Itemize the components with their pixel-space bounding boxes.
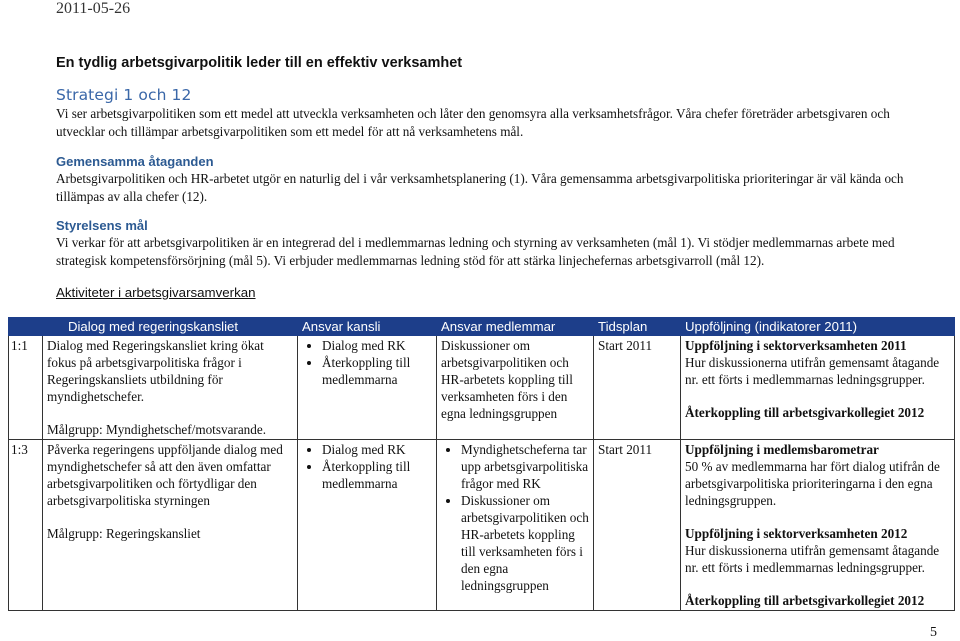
uppf-heading: Uppföljning i medlemsbarometrar	[685, 442, 879, 457]
document-date: 2011-05-26	[56, 0, 131, 17]
uppfoljning-cell	[681, 440, 955, 611]
list-item: • Dialog med RK	[322, 337, 432, 354]
kansli-list	[302, 337, 432, 388]
tidsplan-cell: Start 2011	[594, 336, 681, 440]
row-number: 1:3	[9, 440, 43, 611]
styrelsen-text: Vi verkar för att arbetsgivarpolitiken är en integrerad del i medlemmarnas ledning och styrning av verksamheten (mål 1). Vi stödjer medlemmarnas arbete med strategisk kompetensförsörjning (mål 5). Vi erbjuder medlemmarnas ledning stöd för att stärka linjechefernas arbetsgivarroll (mål 12).	[56, 235, 895, 268]
list-item: • Dialog med RK	[322, 441, 432, 458]
dialog-text: Påverka regeringens uppföljande dialog med myndighetschefer så att den även omfattar arbetsgivarpolitiken och förtydligar den arbetsgivarpolitiska styrningen	[47, 442, 283, 508]
row-number: 1:1	[9, 336, 43, 440]
header-ansvar-kansli: Ansvar kansli	[298, 318, 437, 336]
header-ansvar-medlemmar: Ansvar medlemmar	[437, 318, 594, 336]
list-item: • Återkoppling till medlemmarna	[322, 354, 432, 388]
page-number: 5	[930, 625, 937, 640]
uppfoljning-cell	[681, 336, 955, 440]
kansli-cell	[298, 336, 437, 440]
aktiviteter-heading: Aktiviteter i arbetsgivarsamverkan	[56, 285, 256, 300]
uppf-heading: Uppföljning i sektorverksamheten 2012	[685, 526, 908, 541]
page-title: En tydlig arbetsgivarpolitik leder till en effektiv verksamhet	[56, 55, 463, 71]
styrelsen-heading: Styrelsens mål	[56, 218, 148, 233]
medlemmar-cell	[437, 440, 594, 611]
dialog-cell	[43, 336, 298, 440]
uppf-text: Hur diskussionerna utifrån gemensamt åtagande nr. ett förts i medlemmarnas ledningsgrupper.	[685, 543, 940, 575]
list-item: • Myndighetscheferna tar upp arbetsgivarpolitiska frågor med RK	[461, 441, 589, 492]
kansli-list	[302, 441, 432, 492]
strategi-heading: Strategi 1 och 12	[56, 86, 192, 104]
gemensamma-text: Arbetsgivarpolitiken och HR-arbetet utgör en naturlig del i vår verksamhetsplanering (1). Våra gemensamma arbetsgivarpolitiska prioriteringar är väl kända och tillämpas av alla chefer (12).	[56, 171, 904, 204]
table-row	[9, 336, 955, 440]
uppf-text: 50 % av medlemmarna har fört dialog utifrån de arbetsgivarpolitiska prioriteringarna i den egna ledningsgruppen.	[685, 459, 940, 508]
gemensamma-heading: Gemensamma åtaganden	[56, 154, 214, 169]
header-uppfoljning: Uppföljning (indikatorer 2011)	[681, 318, 955, 336]
list-item: • Diskussioner om arbetsgivarpolitiken och HR-arbetets koppling till verksamheten förs i den egna ledningsgruppen	[461, 492, 589, 594]
list-item: • Återkoppling till medlemmarna	[322, 458, 432, 492]
uppf-text: Hur diskussionerna utifrån gemensamt åtagande nr. ett förts i medlemmarnas ledningsgrupper.	[685, 355, 940, 387]
table-row	[9, 440, 955, 611]
activities-table	[8, 317, 955, 611]
tidsplan-cell: Start 2011	[594, 440, 681, 611]
header-dialog: Dialog med regeringskansliet	[9, 318, 298, 336]
malgrupp-text: Målgrupp: Regeringskansliet	[47, 526, 201, 541]
uppf-heading: Återkoppling till arbetsgivarkollegiet 2012	[685, 593, 925, 608]
medlemmar-list	[441, 441, 589, 594]
medlemmar-cell	[437, 336, 594, 440]
uppf-heading: Uppföljning i sektorverksamheten 2011	[685, 338, 907, 353]
dialog-text: Dialog med Regeringskansliet kring ökat fokus på arbetsgivarpolitiska frågor i Regeringskansliets utbildning för myndighetschefer.	[47, 338, 264, 404]
header-tidsplan: Tidsplan	[594, 318, 681, 336]
strategi-text: Vi ser arbetsgivarpolitiken som ett medel att utveckla verksamheten och låter den genomsyra alla verksamhetsfrågor. Våra chefer företräder arbetsgivaren och utvecklar och tillämpar arbetsgivarpolitiken som ett medel för att nå verksamhetens mål.	[56, 106, 890, 139]
medlemmar-text: Diskussioner om arbetsgivarpolitiken och HR-arbetets koppling till verksamheten förs i den egna ledningsgruppen	[441, 338, 573, 421]
uppf-heading: Återkoppling till arbetsgivarkollegiet 2012	[685, 405, 925, 420]
malgrupp-text: Målgrupp: Myndighetschef/motsvarande.	[47, 422, 267, 437]
dialog-cell	[43, 440, 298, 611]
table-header-row	[9, 318, 955, 336]
kansli-cell	[298, 440, 437, 611]
